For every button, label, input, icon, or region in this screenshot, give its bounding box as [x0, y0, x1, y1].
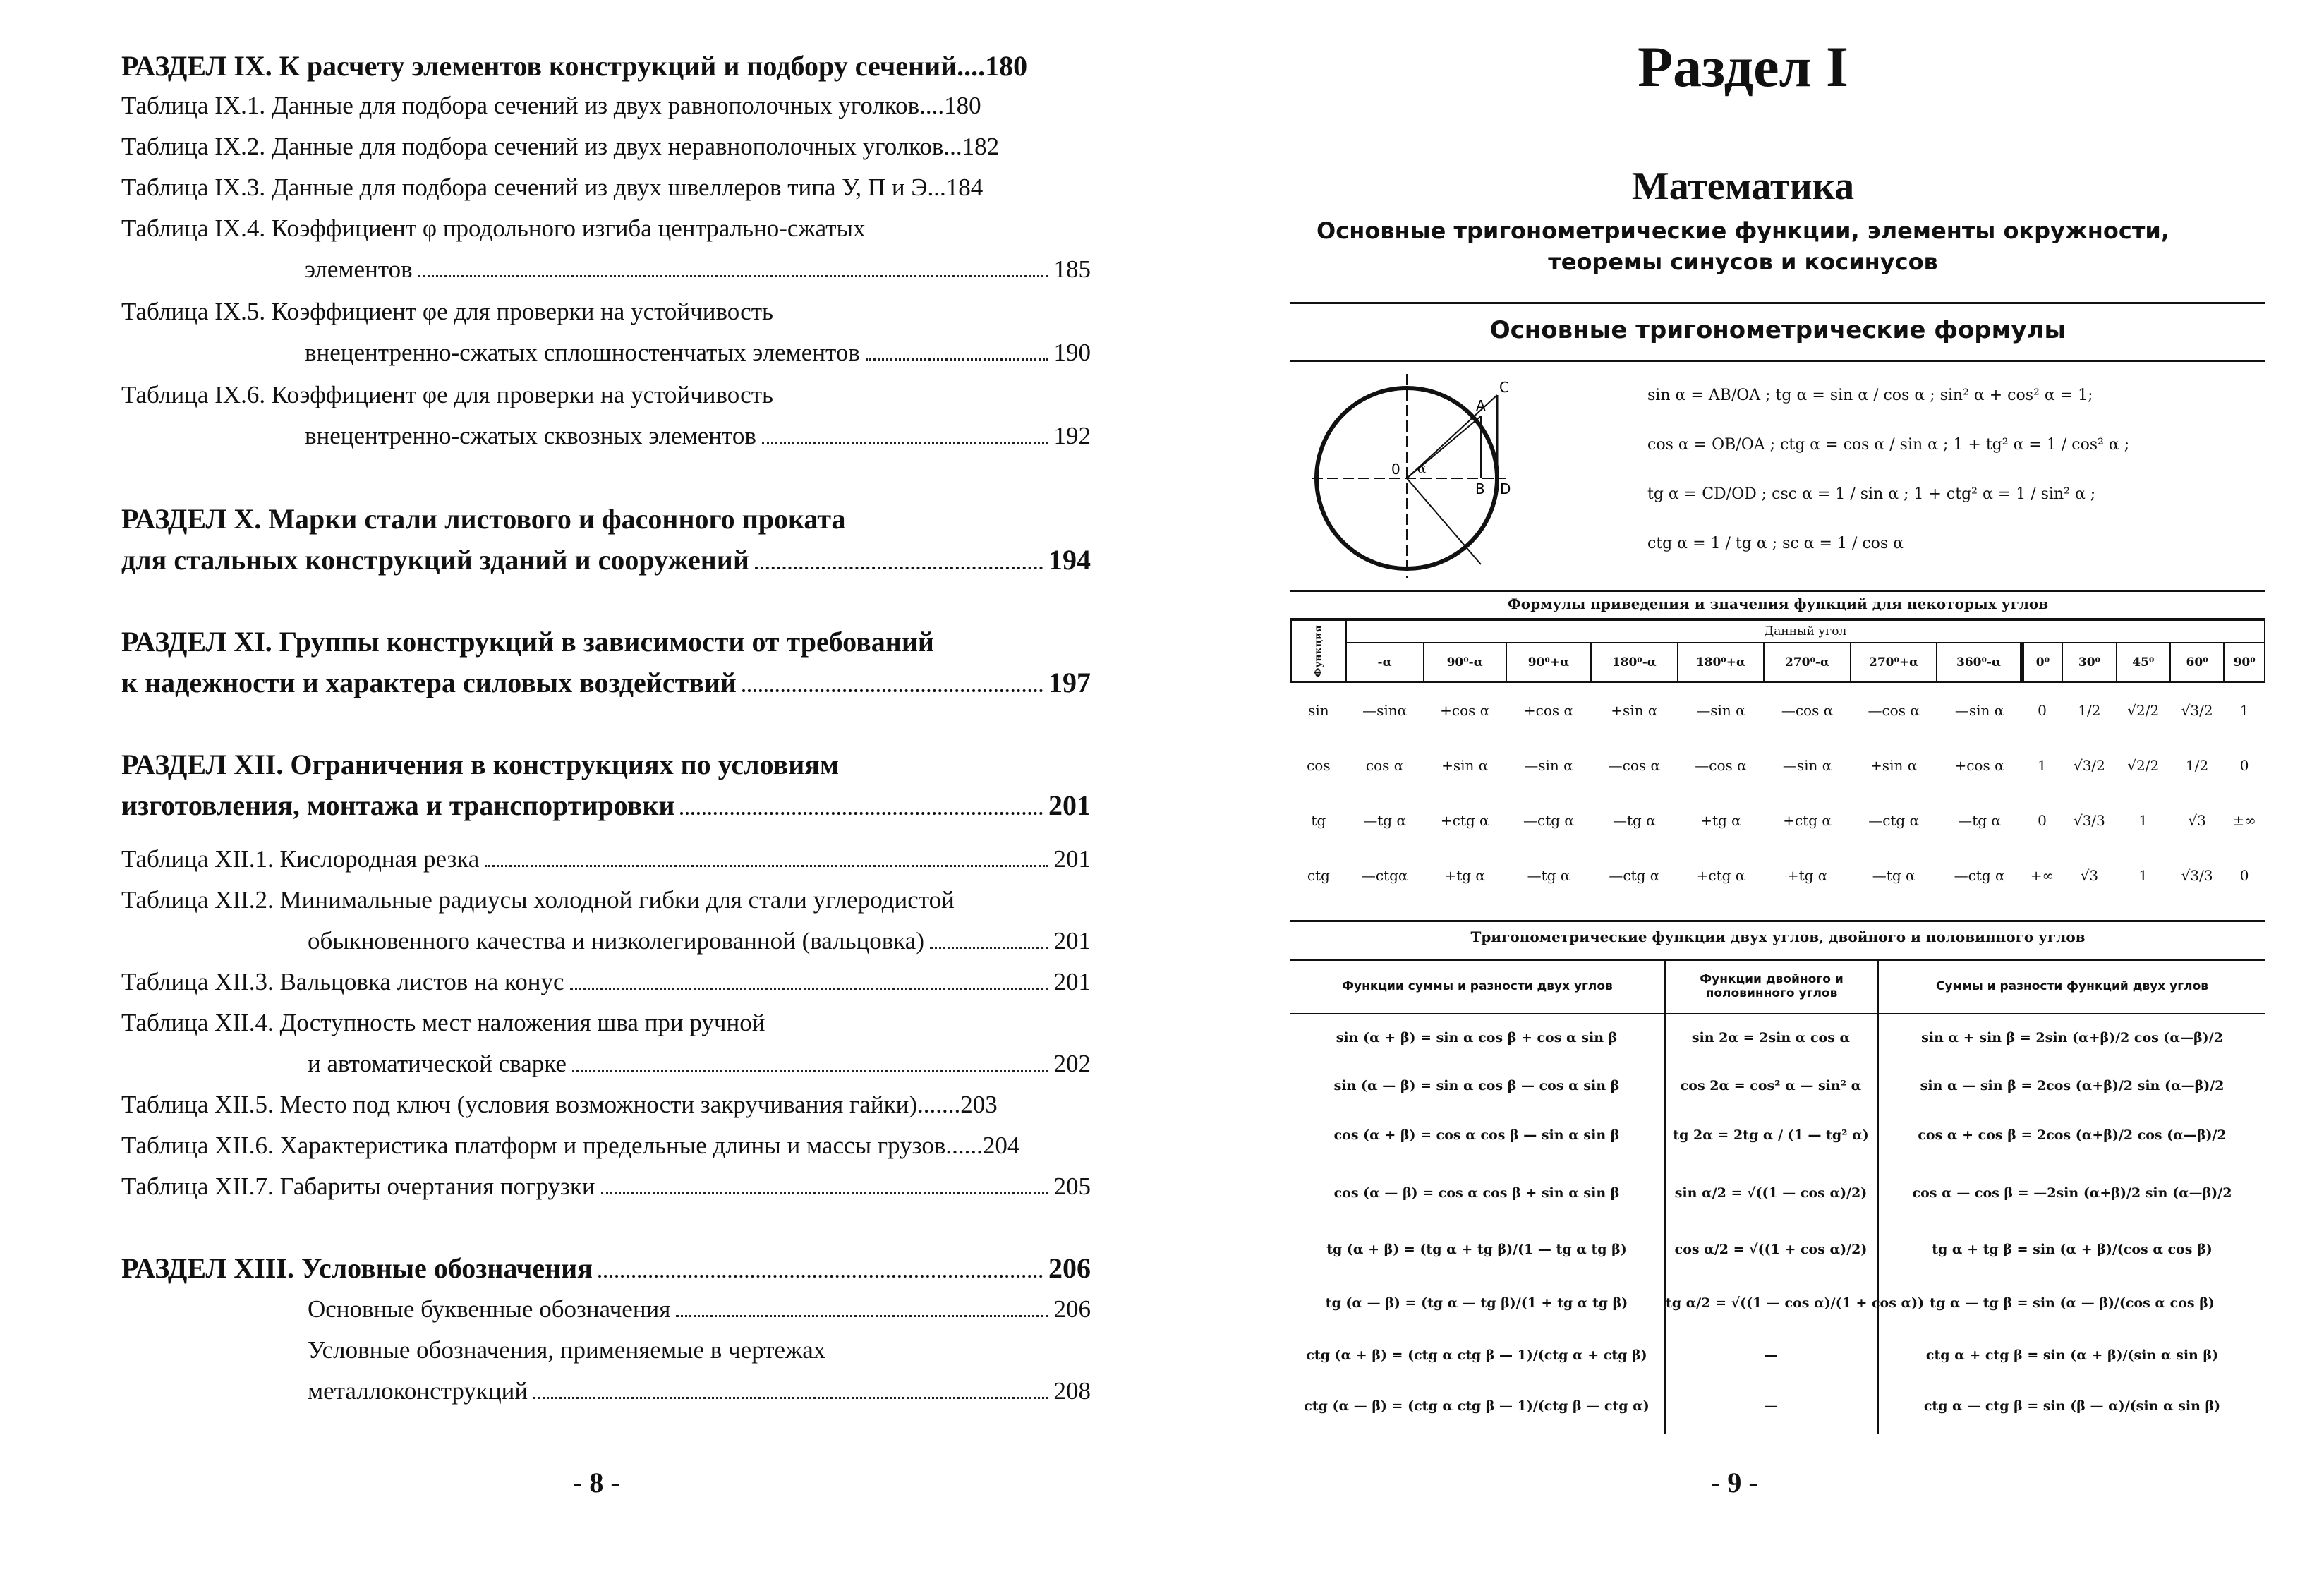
subtitle-line-1: Основные тригонометрические функции, элементы окружности,	[1317, 217, 2169, 244]
cell: —sin α	[1954, 702, 2004, 719]
col-head: 180⁰+α	[1678, 643, 1765, 682]
row-name: cos	[1307, 757, 1331, 774]
toc-row-xii-3	[121, 968, 1091, 996]
cell: ±∞	[2232, 812, 2256, 829]
rule	[1290, 302, 2265, 304]
cell: √3/2	[2073, 757, 2105, 774]
toc-page: 201	[1048, 789, 1091, 821]
cell: sin α + sin β = 2sin (α+β)/2 cos (α—β)/2	[1921, 1030, 2223, 1046]
col-head: 90⁰+α	[1506, 643, 1591, 682]
cell: +ctg α	[1783, 812, 1832, 829]
subject-title: Математика	[1631, 164, 1855, 208]
double-col-head-2: Функции двойного и половинного углов	[1700, 972, 1844, 1000]
cell: —cos α	[1868, 702, 1920, 719]
toc-label: Таблица XII.3. Вальцовка листов на конус	[121, 968, 564, 995]
toc-label: Основные буквенные обозначения	[308, 1295, 671, 1323]
cell: —ctg α	[1868, 812, 1920, 829]
cell: +ctg α	[1696, 867, 1745, 884]
leader-dots	[680, 812, 1043, 815]
cell: —tg α	[1958, 812, 2001, 829]
toc-section-x: РАЗДЕЛ X. Марки стали листового и фасонного проката	[121, 503, 846, 535]
cell: ctg α + ctg β = sin (α + β)/(sin α sin β)	[1925, 1347, 2219, 1363]
reduction-table	[1290, 619, 2265, 903]
toc-section-ix: РАЗДЕЛ IX. К расчету элементов конструкций и подбору сечений....180	[121, 50, 1028, 82]
cell: 0	[2038, 702, 2047, 719]
cell: +cos α	[1523, 702, 1574, 719]
row-name: ctg	[1307, 867, 1330, 884]
toc-row-ix-2: Таблица IX.2. Данные для подбора сечений из двух неравнополочных уголков...182	[121, 133, 1000, 160]
cell: —sin α	[1782, 757, 1832, 774]
toc-page: 192	[1053, 422, 1091, 449]
leader-dots	[930, 947, 1048, 949]
cell: √3	[2188, 812, 2206, 829]
cell: cos α — cos β = —2sin (α+β)/2 sin (α—β)/2	[1912, 1185, 2232, 1201]
col-head: 360⁰-α	[1937, 643, 2021, 682]
radius-lower	[1407, 478, 1481, 564]
cell: √3	[2080, 867, 2099, 884]
page-number-right: - 9 -	[1711, 1467, 1758, 1498]
page-number-left: - 8 -	[573, 1467, 620, 1498]
toc-section-xii-line2	[121, 789, 1091, 822]
toc-label: для стальных конструкций зданий и сооружений	[121, 544, 749, 576]
toc-row-ix-6-cont	[305, 422, 1091, 450]
cell: +cos α	[1954, 757, 2004, 774]
toc-row-ix-4-cont	[305, 255, 1091, 284]
toc-label: Таблица XII.1. Кислородная резка	[121, 845, 480, 873]
toc-row-ix-4: Таблица IX.4. Коэффициент φ продольного изгиба центрально-сжатых	[121, 214, 866, 242]
cell: tg α — tg β = sin (α — β)/(cos α cos β)	[1930, 1295, 2215, 1311]
cell: sin (α — β) = sin α cos β — cos α sin β	[1333, 1078, 1620, 1094]
toc-label: внецентренно-сжатых сквозных элементов	[305, 422, 756, 449]
cell: —	[1764, 1398, 1778, 1414]
cell: —ctg α	[1523, 812, 1574, 829]
toc-row-xii-1	[121, 845, 1091, 873]
cell: —sinα	[1362, 702, 1408, 719]
col-head: 45⁰	[2117, 643, 2170, 682]
cell: cos α + cos β = 2cos (α+β)/2 cos (α—β)/2	[1918, 1127, 2227, 1143]
cell: cos (α — β) = cos α cos β + sin α sin β	[1333, 1185, 1620, 1201]
cell: √3/2	[2181, 702, 2213, 719]
col-head: 90⁰	[2224, 643, 2265, 682]
col-head: 0⁰	[2022, 643, 2063, 682]
toc-label: Таблица XII.7. Габариты очертания погрузки	[121, 1173, 595, 1200]
leader-dots	[598, 1275, 1043, 1278]
toc-page: 201	[1053, 845, 1091, 873]
label-d: D	[1500, 480, 1511, 497]
cell: 1/2	[2186, 757, 2209, 774]
toc-section-xii: РАЗДЕЛ XII. Ограничения в конструкциях по условиям	[121, 749, 840, 780]
reduction-header: Формулы приведения и значения функций для некоторых углов	[1507, 595, 2049, 612]
cell: —cos α	[1695, 757, 1747, 774]
toc-page: 205	[1053, 1173, 1091, 1200]
section-title: Раздел I	[1638, 35, 1848, 99]
cell: 1	[2138, 867, 2148, 884]
formula-line-4: ctg α = 1 / tg α ; sc α = 1 / cos α	[1647, 535, 1904, 552]
cell: √2/2	[2127, 757, 2160, 774]
toc-page: 202	[1053, 1050, 1091, 1077]
label-b: B	[1475, 480, 1485, 497]
toc-label: металлоконструкций	[308, 1377, 528, 1405]
cell: 0	[2038, 812, 2047, 829]
cell: —tg α	[1527, 867, 1570, 884]
toc-page: 190	[1053, 339, 1091, 366]
double-col-head-1: Функции суммы и разности двух углов	[1342, 979, 1613, 993]
rule	[1290, 1013, 2265, 1014]
toc-page: 206	[1053, 1295, 1091, 1323]
cell: +tg α	[1700, 812, 1741, 829]
cell: cos 2α = cos² α — sin² α	[1680, 1078, 1862, 1094]
leader-dots	[533, 1397, 1048, 1399]
rule	[1290, 920, 2265, 922]
toc-row-xii-2: Таблица XII.2. Минимальные радиусы холодной гибки для стали углеродистой	[121, 886, 955, 914]
col-head: 180⁰-α	[1591, 643, 1678, 682]
cell: sin α — sin β = 2cos (α+β)/2 sin (α—β)/2	[1920, 1078, 2225, 1094]
toc-row-xiii-3	[308, 1377, 1091, 1405]
cell: cos (α + β) = cos α cos β — sin α sin β	[1333, 1127, 1620, 1143]
toc-label: элементов	[305, 255, 413, 283]
cell: +cos α	[1440, 702, 1490, 719]
col-head: 90⁰-α	[1424, 643, 1506, 682]
double-col-head-3: Суммы и разности функций двух углов	[1935, 979, 2209, 993]
leader-dots	[762, 442, 1048, 444]
cell: —tg α	[1363, 812, 1406, 829]
toc-row-xii-4: Таблица XII.4. Доступность мест наложения шва при ручной	[121, 1009, 765, 1036]
toc-page: 206	[1048, 1252, 1091, 1284]
double-header: Тригонометрические функции двух углов, двойного и половинного углов	[1470, 928, 2086, 945]
cell: —ctg α	[1954, 867, 2005, 884]
toc-section-xiii	[121, 1252, 1091, 1285]
toc-label: обыкновенного качества и низколегированной (вальцовка)	[308, 927, 924, 955]
subtitle-line-2: теоремы синусов и косинусов	[1548, 248, 1938, 275]
row-name: tg	[1311, 812, 1326, 829]
cell: +tg α	[1444, 867, 1485, 884]
cell: 1	[2239, 702, 2249, 719]
col-head: 270⁰-α	[1764, 643, 1851, 682]
toc-page: 194	[1048, 544, 1091, 576]
rule	[1290, 360, 2265, 362]
cell: 1	[2038, 757, 2047, 774]
cell: √3/3	[2181, 867, 2213, 884]
table-row	[1291, 738, 2265, 793]
cell: —	[1764, 1347, 1778, 1363]
cell: +sin α	[1611, 702, 1658, 719]
toc-row-xii-5: Таблица XII.5. Место под ключ (условия возможности закручивания гайки).......203	[121, 1091, 998, 1118]
formulas-header: Основные тригонометрические формулы	[1489, 316, 2066, 344]
angle-header: Данный угол	[1346, 620, 2265, 643]
cell: 1	[2138, 812, 2148, 829]
toc-label: к надежности и характера силовых воздействий	[121, 667, 737, 698]
label-a: A	[1476, 397, 1486, 414]
label-alpha: α	[1417, 461, 1427, 476]
cell: —tg α	[1613, 812, 1656, 829]
cell: tg α/2 = √((1 — cos α)/(1 + cos α))	[1666, 1295, 1925, 1311]
cell: —ctgα	[1361, 867, 1408, 884]
func-header	[1291, 620, 1346, 682]
formula-line-3: tg α = CD/OD ; csc α = 1 / sin α ; 1 + ctg² α = 1 / sin² α ;	[1647, 485, 2096, 503]
leader-dots	[572, 1070, 1048, 1072]
toc-page: 197	[1048, 667, 1091, 698]
cell: 1/2	[2078, 702, 2101, 719]
toc-row-ix-6: Таблица IX.6. Коэффициент φe для проверки на устойчивость	[121, 381, 773, 408]
cell: —cos α	[1781, 702, 1834, 719]
leader-dots	[418, 275, 1048, 277]
cell: sin 2α = 2sin α cos α	[1691, 1030, 1851, 1046]
leader-dots	[676, 1315, 1048, 1317]
toc-row-xiii-1	[308, 1295, 1091, 1323]
toc-label: РАЗДЕЛ XIII. Условные обозначения	[121, 1252, 593, 1284]
cell: cos α	[1365, 757, 1404, 774]
toc-label: внецентренно-сжатых сплошностенчатых элементов	[305, 339, 860, 366]
table-row	[1291, 682, 2265, 738]
label-c: C	[1499, 379, 1509, 396]
cell: tg 2α = 2tg α / (1 — tg² α)	[1673, 1127, 1869, 1143]
cell: +ctg α	[1440, 812, 1489, 829]
cell: +tg α	[1786, 867, 1828, 884]
cell: 0	[2239, 867, 2249, 884]
rule	[1290, 590, 2265, 592]
toc-row-xiii-2: Условные обозначения, применяемые в чертежах	[308, 1336, 826, 1364]
toc-section-xi-line2	[121, 666, 1091, 699]
cell: —ctg α	[1609, 867, 1660, 884]
table-row	[1291, 793, 2265, 848]
toc-row-ix-5-cont	[305, 339, 1091, 367]
cell: 0	[2239, 757, 2249, 774]
cell: —tg α	[1872, 867, 1916, 884]
toc-page: 208	[1053, 1377, 1091, 1405]
leader-dots	[742, 689, 1043, 692]
table-row	[1291, 848, 2265, 903]
cell: ctg (α + β) = (ctg α ctg β — 1)/(ctg α + ctg β)	[1306, 1347, 1647, 1363]
toc-row-ix-3: Таблица IX.3. Данные для подбора сечений из двух швеллеров типа У, П и Э...184	[121, 174, 984, 201]
func-label: Функция	[1312, 625, 1324, 677]
toc-row-ix-5: Таблица IX.5. Коэффициент φe для проверки на устойчивость	[121, 298, 773, 325]
cell: +∞	[2030, 867, 2054, 884]
toc-row-xii-7	[121, 1173, 1091, 1201]
leader-dots	[570, 988, 1048, 990]
toc-row-xii-4-cont	[308, 1050, 1091, 1078]
toc-row-xii-2-cont	[308, 927, 1091, 955]
cell: sin α/2 = √((1 — cos α)/2)	[1674, 1185, 1868, 1201]
col-head: 270⁰+α	[1851, 643, 1937, 682]
formula-line-1: sin α = AB/OA ; tg α = sin α / cos α ; sin² α + cos² α = 1;	[1647, 387, 2093, 404]
col-head: 30⁰	[2062, 643, 2116, 682]
cell: —sin α	[1524, 757, 1573, 774]
toc-row-xii-6: Таблица XII.6. Характеристика платформ и предельные длины и массы грузов......204	[121, 1132, 1020, 1159]
cell: —sin α	[1696, 702, 1745, 719]
cell: √2/2	[2127, 702, 2160, 719]
cell: —cos α	[1608, 757, 1661, 774]
toc-section-x-line2	[121, 543, 1091, 576]
cell: tg α + tg β = sin (α + β)/(cos α cos β)	[1932, 1242, 2213, 1257]
toc-label: изготовления, монтажа и транспортировки	[121, 789, 675, 821]
cell: +sin α	[1870, 757, 1918, 774]
toc-row-ix-1: Таблица IX.1. Данные для подбора сечений из двух равнополочных уголков....180	[121, 92, 981, 119]
unit-circle-diagram	[1312, 374, 1509, 578]
cell: +sin α	[1441, 757, 1489, 774]
leader-dots	[485, 865, 1048, 867]
cell: ctg α — ctg β = sin (β — α)/(sin α sin β)	[1923, 1398, 2221, 1414]
toc-page: 185	[1053, 255, 1091, 283]
leader-dots	[601, 1192, 1048, 1194]
toc-label: и автоматической сварке	[308, 1050, 567, 1077]
row-name: sin	[1308, 702, 1329, 719]
toc-page: 201	[1053, 927, 1091, 955]
cell: tg (α + β) = (tg α + tg β)/(1 — tg α tg β)	[1326, 1242, 1627, 1257]
col-head: -α	[1346, 643, 1424, 682]
cell: ctg (α — β) = (ctg α ctg β — 1)/(ctg β — ctg α)	[1304, 1398, 1650, 1414]
cell: cos α/2 = √((1 + cos α)/2)	[1674, 1242, 1868, 1257]
toc-section-xi: РАЗДЕЛ XI. Группы конструкций в зависимости от требований	[121, 626, 934, 658]
col-head: 60⁰	[2170, 643, 2224, 682]
leader-dots	[866, 358, 1048, 361]
toc-page: 201	[1053, 968, 1091, 995]
label-o: 0	[1391, 461, 1400, 478]
cell: √3/3	[2073, 812, 2105, 829]
cell: tg (α — β) = (tg α — tg β)/(1 + tg α tg β)	[1325, 1295, 1628, 1311]
cell: sin (α + β) = sin α cos β + cos α sin β	[1336, 1030, 1618, 1046]
formula-line-2: cos α = OB/OA ; ctg α = cos α / sin α ; 1 + tg² α = 1 / cos² α ;	[1647, 436, 2130, 454]
leader-dots	[755, 567, 1043, 569]
right-page	[1162, 0, 2324, 1569]
